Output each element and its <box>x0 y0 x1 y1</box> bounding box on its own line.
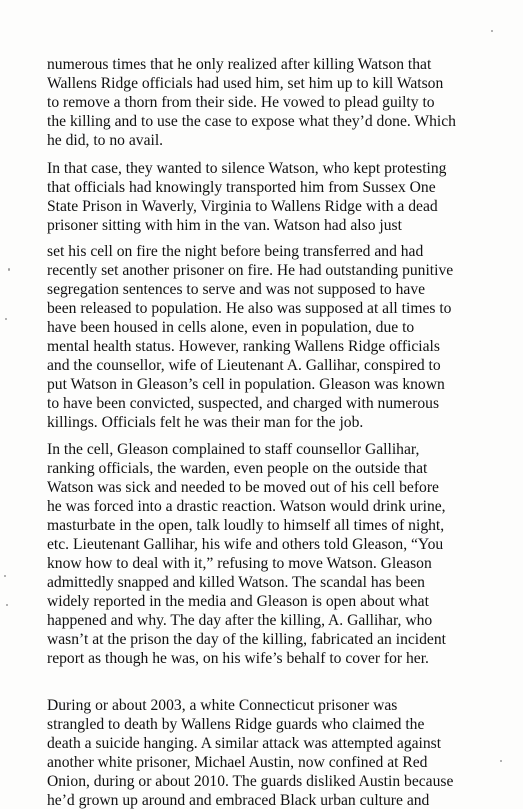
text-line: he did, to no avail. <box>47 132 164 149</box>
scan-speck <box>8 268 10 271</box>
text-line: set his cell on fire the night before being transferred and had <box>47 243 424 260</box>
text-line: the killing and to use the case to expose what they’d done. Which <box>47 113 456 130</box>
text-line: numerous times that he only realized after killing Watson that <box>47 56 432 73</box>
text-line: that officials had knowingly transported him from Sussex One <box>47 179 436 196</box>
scan-speck <box>6 604 8 606</box>
paragraph <box>47 55 499 150</box>
text-line: been released to population. He also was supposed at all times to <box>47 300 452 317</box>
text-line: Watson was sick and needed to be moved out of his cell before <box>47 479 439 496</box>
text-line: widely reported in the media and Gleason is open about what <box>47 593 429 610</box>
text-line: know how to deal with it,” refusing to move Watson. Gleason <box>47 555 432 572</box>
text-line: segregation sentences to serve and was not supposed to have <box>47 281 426 298</box>
text-line: Onion, during or about 2010. The guards disliked Austin because <box>47 773 454 790</box>
text-line: have been housed in cells alone, even in population, due to <box>47 319 415 336</box>
text-line: to have been convicted, suspected, and charged with numerous <box>47 395 440 412</box>
text-line: to remove a thorn from their side. He vowed to plead guilty to <box>47 94 435 111</box>
text-line: Wallens Ridge officials had used him, set him up to kill Watson <box>47 75 444 92</box>
text-line: mental health status. However, ranking Wallens Ridge officials <box>47 338 440 355</box>
text-line: put Watson in Gleason’s cell in population. Gleason was known <box>47 376 445 393</box>
text-line: In that case, they wanted to silence Watson, who kept protesting <box>47 160 447 177</box>
paragraph <box>47 696 499 809</box>
text-line: he was forced into a drastic reaction. Watson would drink urine, <box>47 498 446 515</box>
paragraph <box>47 440 499 668</box>
scan-speck <box>4 575 6 577</box>
text-line: ranking officials, the warden, even people on the outside that <box>47 460 428 477</box>
text-line: prisoner sitting with him in the van. Watson had also just <box>47 217 402 234</box>
text-line: and the counsellor, wife of Lieutenant A. Gallihar, conspired to <box>47 357 441 374</box>
text-line: In the cell, Gleason complained to staff counsellor Gallihar, <box>47 441 420 458</box>
paragraph <box>47 242 499 432</box>
text-line: recently set another prisoner on fire. He had outstanding punitive <box>47 262 454 279</box>
text-line: another white prisoner, Michael Austin, now confined at Red <box>47 754 428 771</box>
text-line: strangled to death by Wallens Ridge guards who claimed the <box>47 716 425 733</box>
scan-speck <box>491 30 493 32</box>
text-line: death a suicide hanging. A similar attack was attempted against <box>47 735 442 752</box>
text-line: wasn’t at the prison the day of the killing, fabricated an incident <box>47 631 446 648</box>
scan-speck <box>5 318 7 320</box>
text-line: report as though he was, on his wife’s behalf to cover for her. <box>47 650 429 667</box>
text-line: During or about 2003, a white Connecticut prisoner was <box>47 697 398 714</box>
text-line: killings. Officials felt he was their man for the job. <box>47 414 364 431</box>
scan-speck <box>500 760 502 762</box>
text-line: happened and why. The day after the killing, A. Gallihar, who <box>47 612 433 629</box>
paragraph <box>47 159 499 235</box>
text-line: etc. Lieutenant Gallihar, his wife and others told Gleason, “You <box>47 536 444 553</box>
text-line: admittedly snapped and killed Watson. The scandal has been <box>47 574 425 591</box>
text-line: he’d grown up around and embraced Black urban culture and <box>47 792 430 809</box>
text-line: masturbate in the open, talk loudly to himself all times of night, <box>47 517 445 534</box>
text-line: State Prison in Waverly, Virginia to Wallens Ridge with a dead <box>47 198 438 215</box>
